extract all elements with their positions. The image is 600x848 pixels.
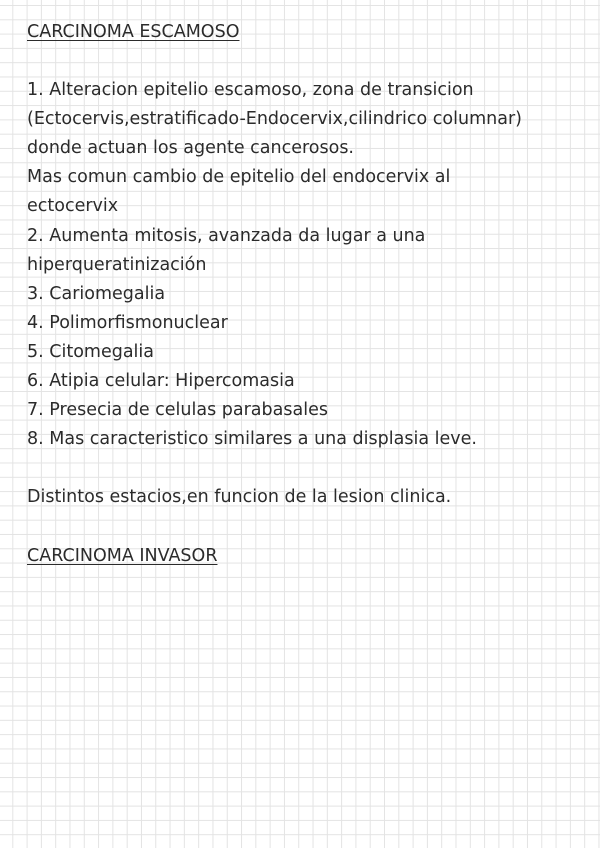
item-4: 4. Polimorfismonuclear (27, 312, 228, 333)
heading-carcinoma-escamoso: CARCINOMA ESCAMOSO (27, 22, 240, 42)
item-6: 6. Atipia celular: Hipercomasia (27, 371, 295, 392)
closing-note: Distintos estacios,en funcion de la lesion clinica. (27, 487, 452, 508)
item-1-line-4: Mas comun cambio de epitelio del endocervix al (27, 167, 451, 188)
blank-line (27, 454, 587, 483)
item-2-line-1: 2. Aumenta mitosis, avanzada da lugar a una (27, 225, 426, 246)
item-8: 8. Mas caracteristico similares a una displasia leve. (27, 429, 477, 450)
item-1-line-5: ectocervix (27, 196, 119, 217)
note-page (27, 18, 587, 571)
heading-carcinoma-invasor: CARCINOMA INVASOR (27, 545, 218, 566)
blank-line (27, 47, 587, 76)
item-2-line-2: hiperqueratinización (27, 254, 207, 275)
item-5: 5. Citomegalia (27, 341, 155, 362)
item-1-line-1: 1. Alteracion epitelio escamoso, zona de transicion (27, 80, 474, 101)
blank-line (27, 513, 587, 542)
item-1-line-2: (Ectocervis,estratificado-Endocervix,cilindrico columnar) (27, 109, 522, 130)
item-7: 7. Presecia de celulas parabasales (27, 400, 328, 421)
item-3: 3. Cariomegalia (27, 283, 166, 304)
item-1-line-3: donde actuan los agente cancerosos. (27, 138, 354, 159)
